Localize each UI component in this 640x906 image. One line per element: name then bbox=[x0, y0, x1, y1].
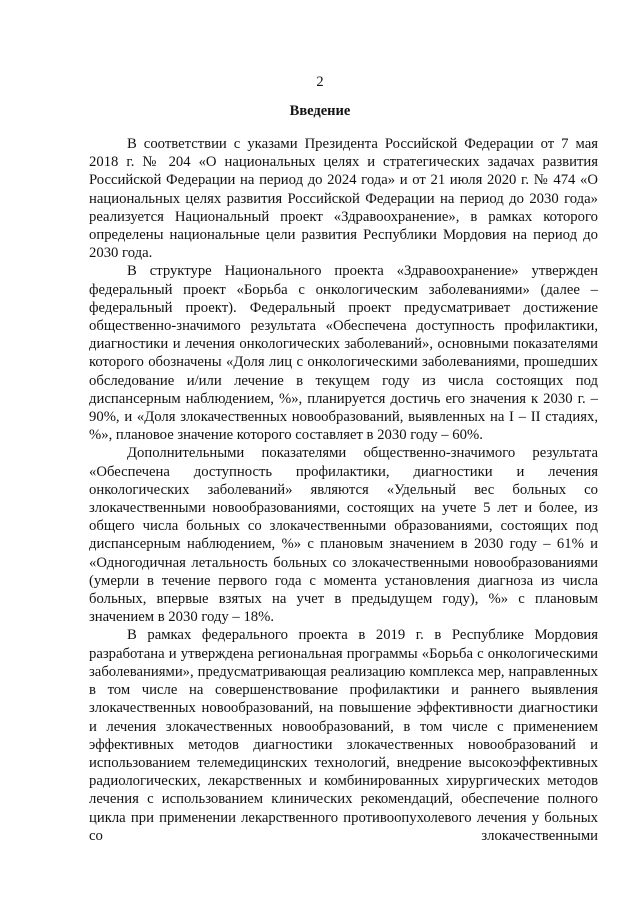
page-number: 2 bbox=[316, 74, 324, 90]
paragraph: В структуре Национального проекта «Здравоохранение» утвержден федеральный проект «Борьба с онкологическим заболеваниями» (далее – федеральный проект). Федеральный проект предусматривает достижение общественно-значимого результата «Обеспечена доступность профилактики, диагностики и лечения онкологических заболеваний», основными показателями которого обозначены «Доля лиц с онкологическими заболеваниями, прошедших обследование и/или лечение в текущем году из числа состоящих под диспансерным наблюдением, %», планируется достичь его значения к 2030 г. – 90%, и «Доля злокачественных новообразований, выявленных на I – II стадиях, %», плановое значение которого составляет в 2030 году – 60%. bbox=[89, 263, 598, 444]
paragraph: В соответствии с указами Президента Российской Федерации от 7 мая 2018 г. № 204 «О национальных целях и стратегических задачах развития Российской Федерации на период до 2024 года» и от 21 июля 2020 г. № 474 «О национальных целях развития Российской Федерации на период до 2030 года» реализуется Национальный проект «Здравоохранение», в рамках которого определены национальные цели развития Республики Мордовия на период до 2030 года. bbox=[89, 136, 598, 262]
body-text bbox=[89, 135, 598, 845]
paragraph: В рамках федерального проекта в 2019 г. в Республике Мордовия разработана и утверждена региональная программы «Борьба с онкологическими заболеваниями», предусматривающая реализацию комплекса мер, направленных в том числе на совершенствование профилактики и раннего выявления злокачественных новообразований, на повышение эффективности диагностики и лечения злокачественных новообразований, в том числе с применением эффективных методов диагностики злокачественных новообразований и использованием телемедицинских технологий, внедрение высокоэффективных радиологических, лекарственных и комбинированных хирургических методов лечения с использованием клинических рекомендаций, обеспечение полного цикла при применении лекарственного противоопухолевого лечения у больных со злокачественными bbox=[89, 627, 598, 844]
section-heading: Введение bbox=[289, 103, 351, 119]
paragraph: Дополнительными показателями общественно-значимого результата «Обеспечена доступность профилактики, диагностики и лечения онкологических заболеваний» являются «Удельный вес больных со злокачественными новообразованиями, состоящих на учете 5 лет и более, из общего числа больных со злокачественными образованиями, состоящих под диспансерным наблюдением, %» с плановым значением в 2030 году – 61% и «Одногодичная летальность больных со злокачественными новообразованиями (умерли в течение первого года с момента установления диагноза из числа больных, впервые взятых на учет в предыдущем году), %» с плановым значением в 2030 году – 18%. bbox=[89, 445, 598, 626]
